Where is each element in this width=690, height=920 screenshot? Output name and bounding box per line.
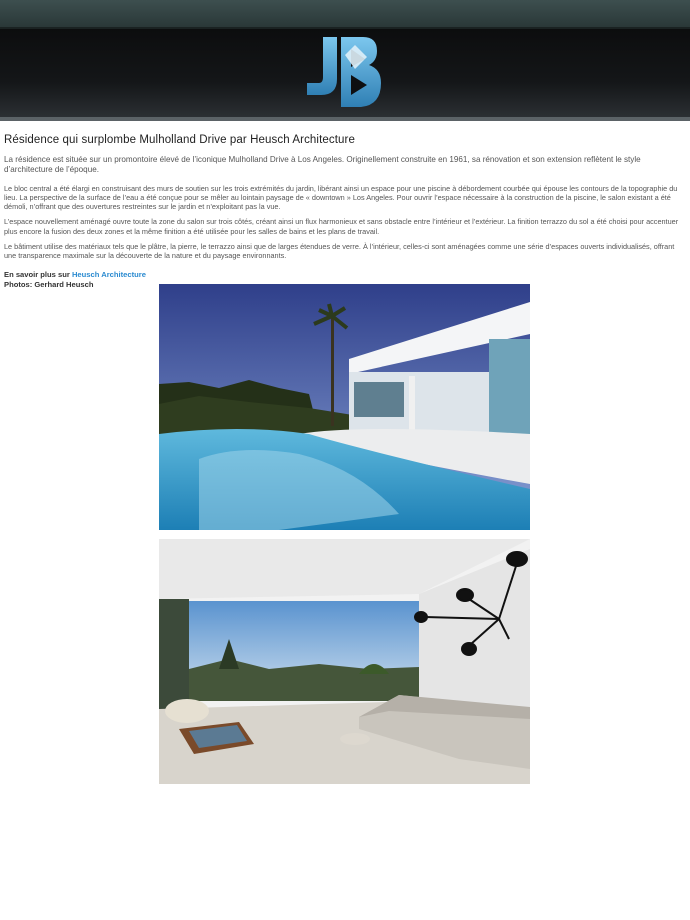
living-room-photo <box>159 539 530 784</box>
more-prefix: En savoir plus sur <box>4 270 72 280</box>
jb-logo-icon[interactable] <box>305 35 385 111</box>
photos-credit: Photos: Gerhard Heusch <box>4 279 94 289</box>
article-content <box>0 134 690 289</box>
architect-link[interactable]: Heusch Architecture <box>71 270 146 280</box>
article-paragraph-3: Le bâtiment utilise des matériaux tels que le plâtre, la pierre, le terrazzo ainsi que de larges étendues de verre. À l’intérieur, celles-ci sont aménagées comme une série d’espaces ouverts individualisés, offrant une transparence maximale sur la découverte de la nature et du paysage environnants. <box>4 241 675 261</box>
article-lead: La résidence est située sur un promontoire élevé de l’iconique Mulholland Drive à Los Angeles. Originellement construite en 1961, sa rénovation et son extension reflètent le style d’architecture de l’époque. <box>4 155 641 175</box>
article-paragraph-1: Le bloc central a été élargi en construisant des murs de soutien sur les trois extrémités du jardin, libérant ainsi un espace pour une piscine à débordement courbée qui épouse les contours de la topographie du lieu. La perspective de la surface de l’eau a été conçue pour se mêler au lointain paysage de « downtown » Los Angeles. Pour ouvrir l’espace nécessaire à la construction de la piscine, le salon existant a été démoli, n’offrant que des ouvertures restreintes sur le jardin et n’exploitant pas la vue. <box>4 183 678 212</box>
pool-photo <box>159 284 530 530</box>
article-paragraph-2: L’espace nouvellement aménagé ouvre toute la zone du salon sur trois côtés, créant ainsi un flux harmonieux et sans obstacle entre l’intérieur et l’extérieur. La finition terrazzo du sol a été choisi pour accentuer plus encore la fusion des deux zones et la même finition a été utilisée pour les salles de bains et les plans de travail. <box>4 217 679 236</box>
site-header <box>0 29 690 121</box>
article-title: Résidence qui surplombe Mulholland Drive par Heusch Architecture <box>4 134 355 146</box>
top-bar <box>0 0 690 29</box>
